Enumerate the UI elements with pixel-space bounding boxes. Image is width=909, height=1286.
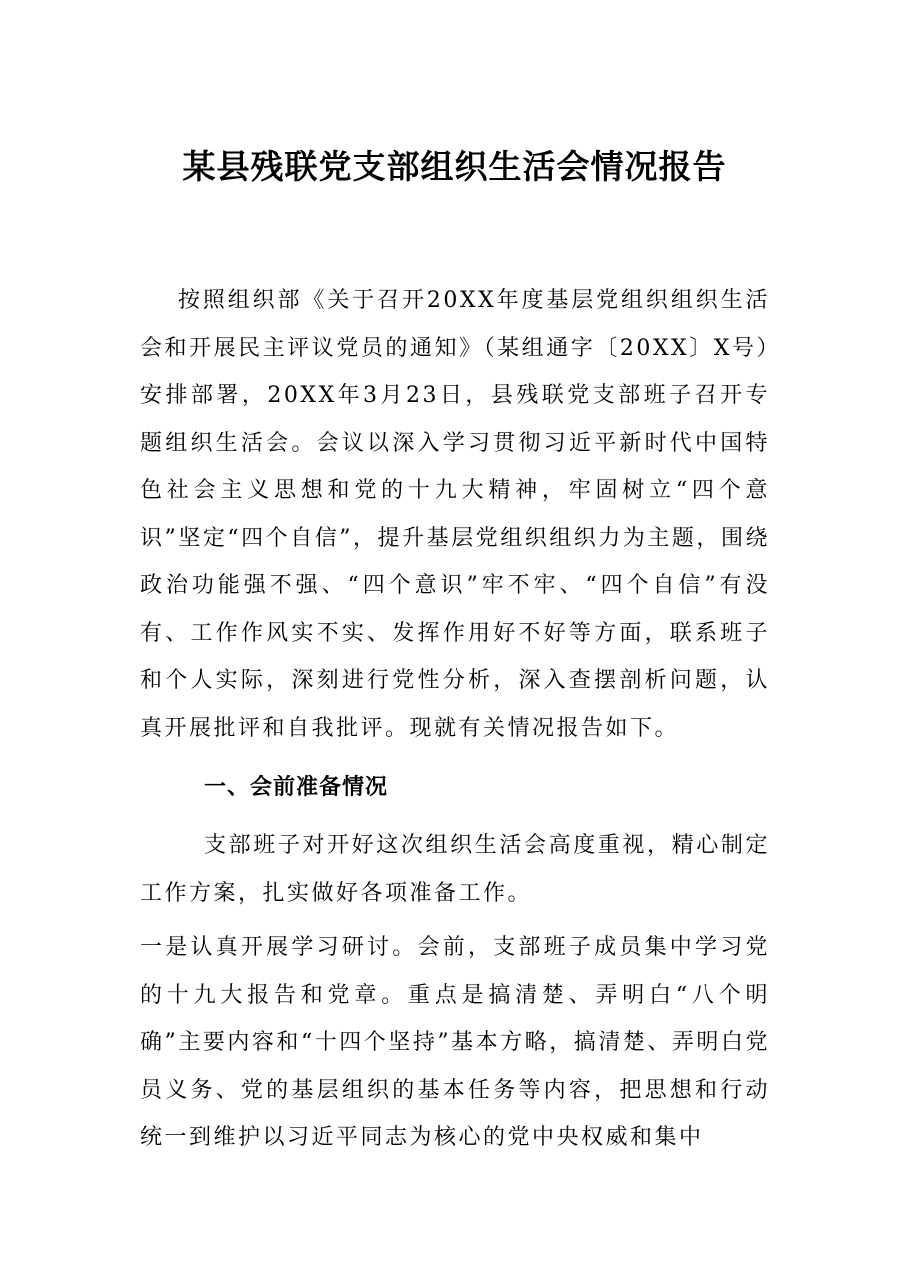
document-title: 某县残联党支部组织生活会情况报告 [182, 147, 727, 186]
intro-paragraph: 按照组织部《关于召开20XX年度基层党组织组织生活会和开展民主评议党员的通知》（某组通字〔20XX〕X号）安排部署，20XX年3月23日，县残联党支部班子召开专题组织生活会。会议以深入学习贯彻习近平新时代中国特色社会主义思想和党的十九大精神，牢固树立“四个意识”坚定“四个自信”，提升基层党组织组织力为主题，围绕政治功能强不强、“四个意识”牢不牢、“四个自信”有没有、工作作风实不实、发挥作用好不好等方面，联系班子和个人实际，深刻进行党性分析，深入查摆剖析问题，认真开展批评和自我批评。现就有关情况报告如下。 [140, 288, 770, 741]
study-paragraph: 一是认真开展学习研讨。会前，支部班子成员集中学习党的十九大报告和党章。重点是搞清楚、弄明白“八个明确”主要内容和“十四个坚持”基本方略，搞清楚、弄明白党员义务、党的基层组织的基本任务等内容，把思想和行动统一到维护以习近平同志为核心的党中央权威和集中 [140, 935, 770, 1150]
section-heading: 一、会前准备情况 [204, 775, 389, 800]
preparation-paragraph: 支部班子对开好这次组织生活会高度重视，精心制定工作方案，扎实做好各项准备工作。 [140, 833, 770, 906]
